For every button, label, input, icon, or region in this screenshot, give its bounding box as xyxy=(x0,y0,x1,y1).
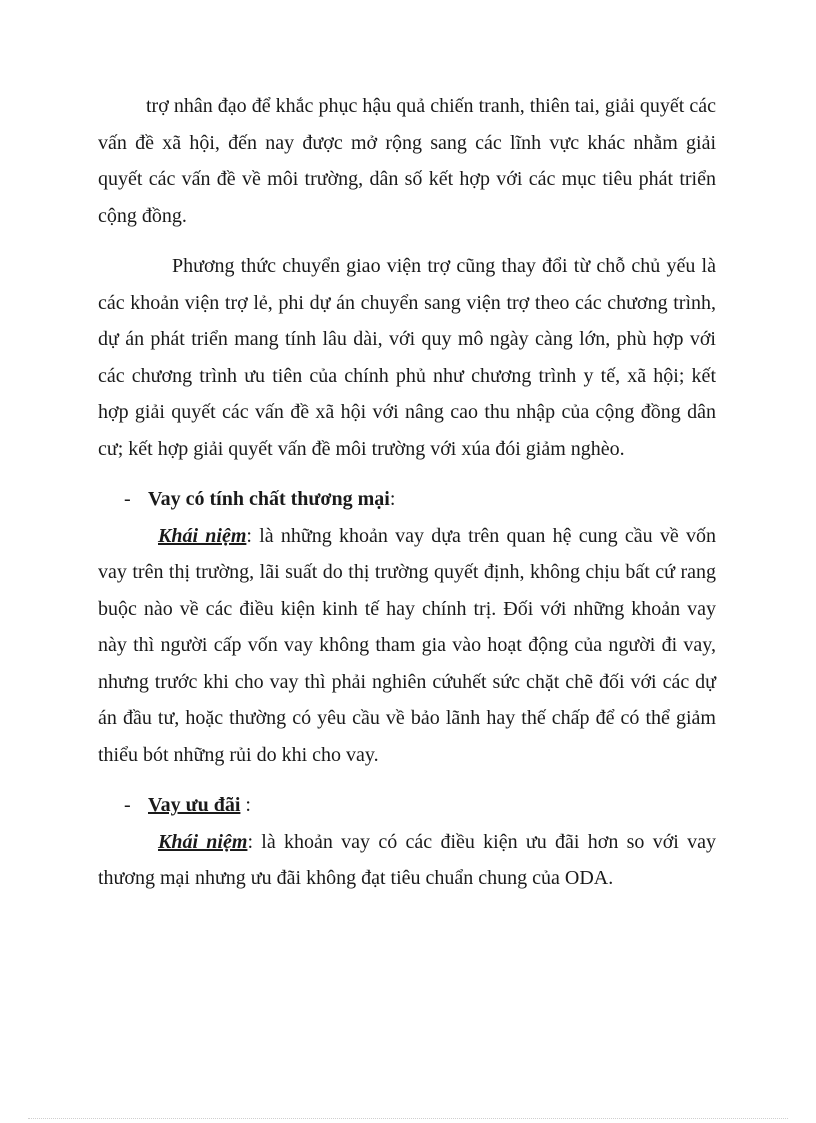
section-title: Vay có tính chất thương mại xyxy=(148,488,390,510)
definition-concessional-loan xyxy=(98,824,716,897)
document-page xyxy=(98,88,716,897)
section-concessional-loan-heading xyxy=(98,787,716,824)
bullet-dash: - xyxy=(124,488,131,510)
definition-text: : là khoản vay có các điều kiện ưu đãi hơn so với vay thương mại nhưng ưu đãi không đạt tiêu chuẩn chung của ODA. xyxy=(98,830,717,889)
definition-text: : là những khoản vay dựa trên quan hệ cung cầu về vốn vay trên thị trường, lãi suất do thị trường quyết định, không chịu bất cứ rang buộc nào về các điều kiện kinh tế hay chính trị. Đối với những khoản vay này thì người cấp vốn vay không tham gia vào hoạt động của người đi vay, nhưng trước khi cho vay thì phải nghiên cứuhết sức chặt chẽ đối với các dự án đầu tư, hoặc thường có yêu cầu về bảo lãnh hay thế chấp để có thể giảm thiểu bót những rủi do khi cho vay. xyxy=(98,524,717,766)
section-title-suffix: : xyxy=(389,488,396,510)
page-bottom-divider xyxy=(28,1118,788,1119)
paragraph-aid-transfer-method: Phương thức chuyển giao viện trợ cũng thay đổi từ chỗ chủ yếu là các khoản viện trợ lẻ, phi dự án chuyển sang viện trợ theo các chương trình, dự án phát triển mang tính lâu dài, với quy mô ngày càng lớn, phù hợp với các chương trình ưu tiên của chính phủ như chương trình y tế, xã hội; kết hợp giải quyết các vấn đề xã hội với nâng cao thu nhập của cộng đồng dân cư; kết hợp giải quyết vấn đề môi trường với xúa đói giảm nghèo. xyxy=(98,255,716,460)
definition-keyword: Khái niệm xyxy=(158,524,247,547)
section-title: Vay ưu đãi xyxy=(148,794,241,816)
paragraph-aid-scope: trợ nhân đạo để khắc phục hậu quả chiến tranh, thiên tai, giải quyết các vấn đề xã hội, đến nay được mở rộng sang các lĩnh vực khác nhằm giải quyết các vấn đề về môi trường, dân số kết hợp với các mục tiêu phát triển cộng đồng. xyxy=(98,95,716,227)
section-title-suffix: : xyxy=(240,794,251,816)
definition-commercial-loan xyxy=(98,518,716,774)
section-commercial-loan-heading xyxy=(98,481,716,518)
bullet-dash: - xyxy=(124,794,131,816)
definition-keyword: Khái niệm xyxy=(158,830,248,853)
